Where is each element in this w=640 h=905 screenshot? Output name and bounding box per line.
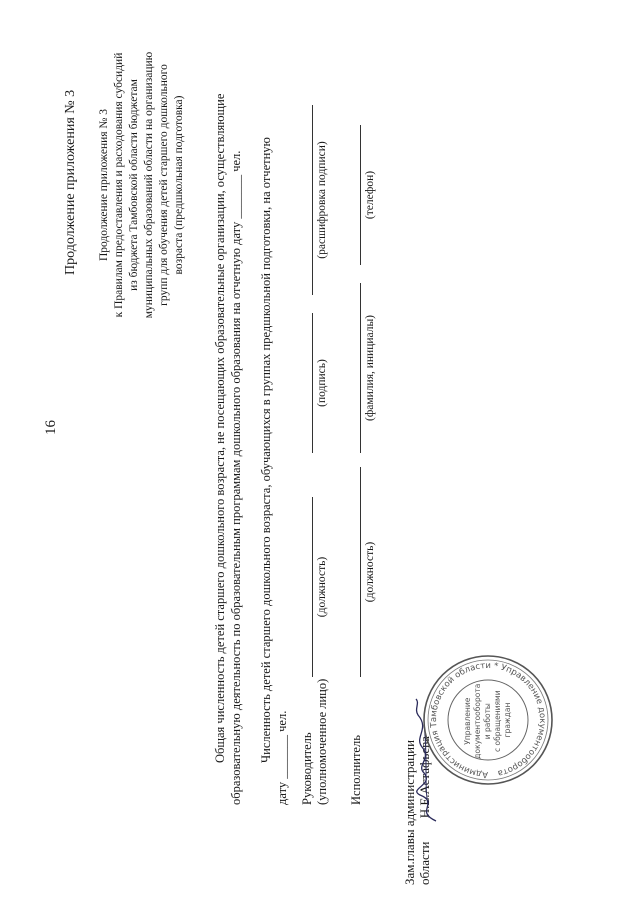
paragraph-line: дату _______ чел. — [275, 710, 289, 805]
caption-signature: (подпись) — [316, 359, 328, 407]
page-number: 16 — [43, 420, 59, 435]
appendix-ref-line: муниципальных образований области на организацию — [143, 51, 155, 319]
caption-decoding: (расшифровка подписи) — [316, 141, 328, 259]
caption-executor-name: (фамилия, инициалы) — [364, 314, 376, 422]
head-position-line — [312, 497, 313, 677]
caption-executor-phone: (телефон) — [364, 170, 376, 220]
appendix-ref-line: к Правилам предоставления и расходования субсидий — [113, 52, 125, 318]
head-label — [300, 679, 330, 805]
stamp-center-text: Управление документооборота и работы с обращениями граждан — [463, 683, 512, 759]
signatory-name: Н.Е.Астафьева — [417, 736, 432, 819]
paragraph-line: образовательную деятельность по образовательным программам дошкольного образования на отчетную дату _______ чел. — [229, 150, 243, 805]
executor-name-line — [360, 283, 361, 453]
appendix-ref-line: возраста (предшкольная подготовка) — [173, 95, 185, 275]
paragraph-children-in-groups — [258, 137, 290, 805]
paragraph-line: Общая численность детей старшего дошкольного возраста, не посещающих образовательные организации, осуществляющие — [213, 93, 227, 763]
continuation-title: Продолжение приложения № 3 — [63, 89, 78, 275]
head-decoding-line — [312, 105, 313, 295]
head-label-line: Руководитель — [300, 732, 314, 805]
stamp-ring-text: Администрация Тамбовской области * Управление документооборота — [428, 660, 548, 780]
head-label-line: (уполномоченное лицо) — [315, 678, 329, 805]
head-signature-line — [312, 313, 313, 453]
official-round-stamp — [418, 650, 558, 790]
paragraph-line: Численность детей старшего дошкольного возраста, обучающихся в группах предшкольной подготовки, на отчетную — [259, 137, 273, 763]
appendix-ref-line: из бюджета Тамбовской области бюджетам — [128, 79, 140, 291]
appendix-reference — [97, 25, 187, 345]
appendix-ref-line: групп для обучения детей старшего дошкольного — [158, 64, 170, 306]
executor-label: Исполнитель — [349, 735, 363, 805]
caption-position: (должность) — [316, 556, 328, 618]
appendix-ref-line: Продолжение приложения № 3 — [98, 108, 110, 262]
executor-phone-line — [360, 125, 361, 265]
signatory-title-line2: области — [417, 841, 432, 885]
executor-position-line — [360, 467, 361, 677]
paragraph-total-children — [212, 94, 244, 805]
caption-executor-position: (должность) — [364, 541, 376, 603]
signatory-title: Зам.главы администрации — [402, 739, 417, 885]
